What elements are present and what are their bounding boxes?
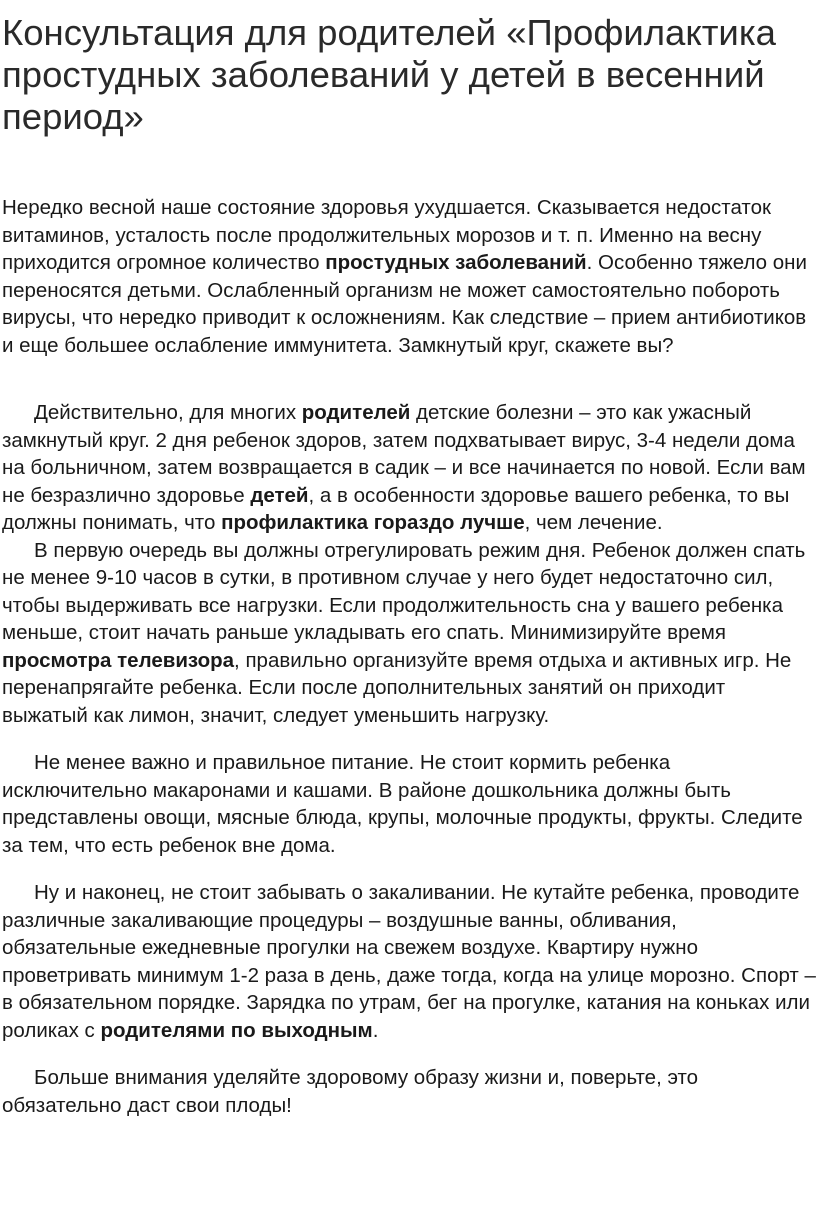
paragraph-nutrition bbox=[2, 749, 816, 859]
bold-phrase: профилактика гораздо лучше bbox=[221, 511, 525, 534]
bold-phrase: детей bbox=[250, 483, 309, 507]
paragraph-hardening bbox=[2, 879, 816, 1044]
paragraph-text: Нередко весной наше состояние здоровья ухудшается. Сказывается недостаток витаминов, усталость после продолжительных морозов и т. п. Именно на весну приходится огромное количество bbox=[2, 196, 771, 274]
paragraph-conclusion bbox=[2, 1064, 816, 1119]
bold-phrase: простудных заболеваний bbox=[325, 251, 587, 274]
paragraph-intro bbox=[2, 194, 816, 359]
paragraph-text: , а в особенности здоровье вашего ребенка, то вы должны понимать, что bbox=[2, 483, 790, 534]
bold-phrase: просмотра телевизора bbox=[2, 648, 235, 672]
paragraph-daily-routine bbox=[2, 537, 816, 730]
paragraph-text: . bbox=[372, 1018, 379, 1042]
paragraph-text: , чем лечение. bbox=[524, 511, 663, 534]
document-title: Консультация для родителей «Профилактика простудных заболеваний у детей в весенний период» bbox=[2, 12, 776, 137]
paragraph-text: В первую очередь вы должны отрегулировать режим дня. Ребенок должен спать не менее 9-10 часов в сутки, в противном случае у него будет недостаточно сил, чтобы выдерживать все нагрузки. Если продолжительность сна у вашего ребенка меньше, стоит начать раньше укладывать его спать. Минимизируйте время bbox=[2, 538, 806, 644]
paragraph-parents bbox=[2, 399, 816, 537]
paragraph-text: , правильно организуйте время отдыха и активных игр. Не перенапрягайте ребенка. Если после дополнительных занятий он приходит выжатый как лимон, значит, следует уменьшить нагрузку. bbox=[2, 648, 792, 727]
paragraph-text: детские болезни – это как ужасный замкнутый круг. 2 дня ребенок здоров, затем подхватывает вирус, 3-4 недели дома на больничном, затем возвращается в садик – и все начинается по новой. Если вам не безразлично здоровье bbox=[2, 401, 806, 507]
paragraph-text: Не менее важно и правильное питание. Не стоит кормить ребенка исключительно макаронами и кашами. В районе дошкольника должны быть представлены овощи, мясные блюда, крупы, молочные продукты, фрукты. Следите за тем, что есть ребенок вне дома. bbox=[2, 751, 803, 857]
paragraph-text: Больше внимания уделяйте здоровому образу жизни и, поверьте, это обязательно даст свои плоды! bbox=[2, 1066, 699, 1117]
paragraph-text: . Особенно тяжело они переносятся детьми. Ослабленный организм не может самостоятельно побороть вирусы, что нередко приводит к осложнениям. Как следствие – прием антибиотиков и еще большее ослабление иммунитета. Замкнутый круг, скажете вы? bbox=[2, 251, 807, 357]
paragraph-text: Действительно, для многих bbox=[34, 401, 302, 424]
bold-phrase: родителей bbox=[301, 401, 411, 424]
paragraph-text: Ну и наконец, не стоит забывать о закаливании. Не кутайте ребенка, проводите различные закаливающие процедуры – воздушные ванны, обливания, обязательные ежедневные прогулки на свежем воздухе. Квартиру нужно проветривать минимум 1-2 раза в день, даже тогда, когда на улице морозно. Спорт – в обязательном порядке. Зарядка по утрам, бег на прогулке, катания на коньках или роликах с bbox=[2, 881, 816, 1042]
bold-phrase: родителями по выходным bbox=[100, 1018, 373, 1042]
